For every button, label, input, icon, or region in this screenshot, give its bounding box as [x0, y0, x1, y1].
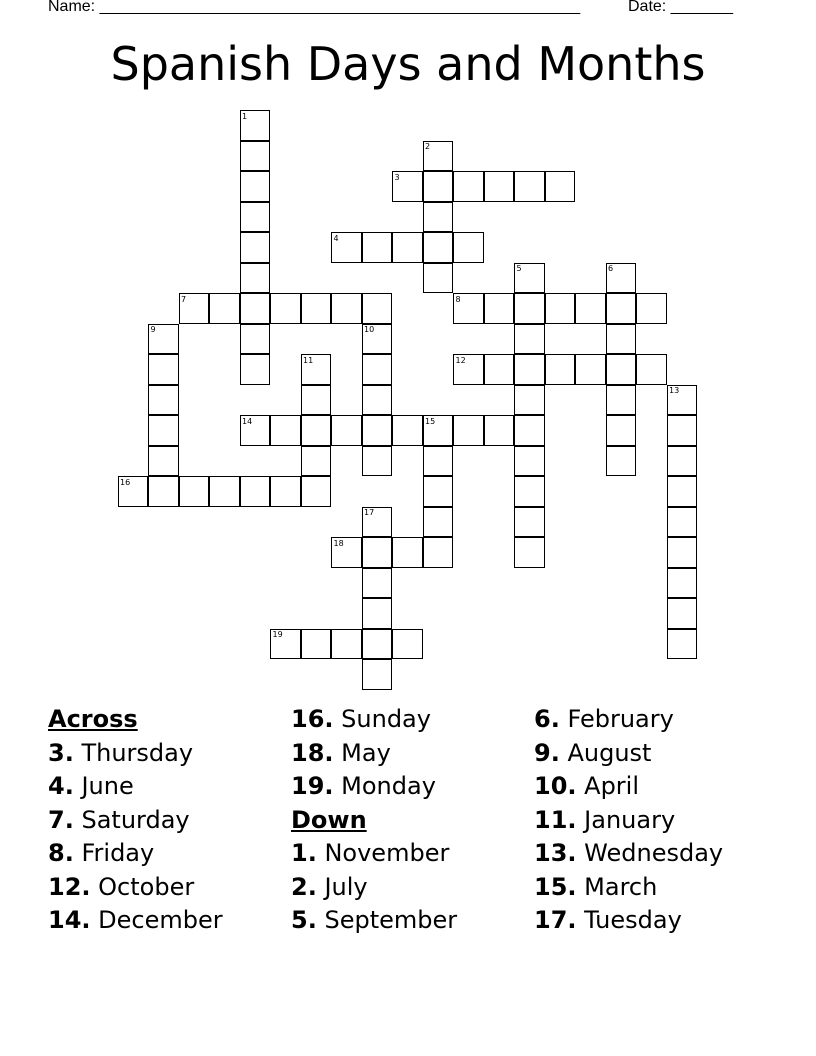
grid-cell[interactable]: [514, 354, 545, 385]
grid-cell[interactable]: [240, 202, 271, 233]
clue-text: July: [324, 872, 368, 901]
grid-cell[interactable]: [240, 293, 271, 324]
grid-cell[interactable]: [392, 232, 423, 263]
clue-number: 12.: [48, 872, 91, 901]
grid-cell[interactable]: [240, 232, 271, 263]
grid-cell[interactable]: [392, 415, 423, 446]
clue-heading-down: Down: [291, 805, 367, 834]
grid-cell[interactable]: [667, 629, 698, 660]
grid-cell[interactable]: [667, 507, 698, 538]
clue-number: 4.: [48, 772, 74, 800]
clue-item: [291, 871, 457, 905]
clue-text: March: [584, 872, 658, 901]
grid-cell[interactable]: [545, 171, 576, 202]
grid-cell[interactable]: [514, 415, 545, 446]
clue-item: [48, 804, 223, 838]
clue-number: 16.: [291, 705, 334, 733]
grid-cell[interactable]: [453, 232, 484, 263]
date-field-label: Date: _______: [628, 0, 733, 15]
clue-number: 6.: [534, 705, 560, 733]
cell-number: 15: [425, 416, 436, 426]
grid-cell[interactable]: [362, 293, 393, 324]
grid-cell[interactable]: [240, 324, 271, 355]
clue-text: February: [567, 705, 674, 733]
clue-number: 19.: [291, 772, 334, 800]
grid-cell[interactable]: [514, 446, 545, 477]
grid-cell[interactable]: [301, 476, 332, 507]
clue-item: [534, 737, 723, 771]
clue-column-1: [48, 703, 223, 938]
grid-cell[interactable]: [484, 171, 515, 202]
clue-text: September: [324, 906, 458, 934]
grid-cell[interactable]: [667, 476, 698, 507]
clue-number: 11.: [534, 805, 577, 834]
clue-column-2: [291, 703, 457, 938]
clue-text: November: [324, 839, 450, 867]
grid-cell[interactable]: [148, 415, 179, 446]
cell-number: 18: [333, 538, 344, 548]
clue-number: 15.: [534, 872, 577, 901]
grid-cell[interactable]: [514, 171, 545, 202]
grid-cell[interactable]: [362, 415, 393, 446]
clue-item: [48, 871, 223, 905]
clue-heading-across: Across: [48, 705, 138, 733]
grid-cell[interactable]: [362, 568, 393, 599]
clue-number: 8.: [48, 839, 74, 867]
grid-cell[interactable]: [667, 537, 698, 568]
cell-number: 19: [272, 630, 283, 639]
clue-item: [291, 904, 457, 938]
cell-number: 1: [242, 111, 248, 121]
grid-cell[interactable]: [209, 293, 240, 324]
grid-cell[interactable]: [362, 446, 393, 477]
grid-cell[interactable]: [667, 415, 698, 446]
grid-cell[interactable]: [423, 507, 454, 538]
grid-cell[interactable]: [514, 507, 545, 538]
name-field-label: Name: ______________________________________________________: [48, 0, 581, 15]
grid-cell[interactable]: [514, 324, 545, 355]
clue-text: Tuesday: [584, 906, 682, 934]
clue-item: [534, 804, 723, 838]
cell-number: 7: [181, 294, 187, 304]
grid-cell[interactable]: [423, 476, 454, 507]
grid-cell[interactable]: [301, 629, 332, 660]
cell-number: 8: [455, 294, 461, 304]
grid-cell[interactable]: [240, 141, 271, 172]
grid-cell[interactable]: [423, 202, 454, 233]
grid-cell[interactable]: [270, 476, 301, 507]
grid-cell[interactable]: [362, 598, 393, 629]
grid-cell[interactable]: [270, 415, 301, 446]
clue-text: Friday: [81, 839, 155, 867]
clue-text: June: [81, 772, 134, 800]
grid-cell[interactable]: [453, 171, 484, 202]
clue-number: 5.: [291, 906, 317, 934]
clue-item: [534, 703, 723, 737]
clue-text: August: [567, 738, 652, 767]
clue-number: 14.: [48, 906, 91, 934]
grid-cell[interactable]: [636, 354, 667, 385]
grid-cell[interactable]: [301, 446, 332, 477]
clue-item: [48, 904, 223, 938]
cell-number: 5: [516, 264, 522, 273]
clue-item: [291, 770, 457, 804]
grid-cell[interactable]: [667, 598, 698, 629]
grid-cell[interactable]: [148, 476, 179, 507]
grid-cell[interactable]: [606, 293, 637, 324]
cell-number: 10: [364, 325, 375, 334]
grid-cell[interactable]: [514, 537, 545, 568]
clue-number: 1.: [291, 839, 317, 867]
grid-cell[interactable]: [514, 293, 545, 324]
cell-number: 12: [455, 355, 466, 365]
clue-number: 13.: [534, 839, 577, 867]
clue-number: 10.: [534, 772, 577, 800]
clue-text: January: [584, 805, 676, 834]
clue-text: December: [98, 906, 223, 934]
clue-item: [291, 703, 457, 737]
grid-cell[interactable]: [606, 324, 637, 355]
clue-item: [534, 904, 723, 938]
grid-cell[interactable]: [575, 293, 606, 324]
cell-number: 6: [608, 264, 614, 273]
grid-cell[interactable]: [423, 232, 454, 263]
clue-number: 18.: [291, 738, 334, 767]
clue-text: April: [584, 772, 640, 800]
grid-cell[interactable]: [240, 354, 271, 385]
grid-cell[interactable]: [240, 263, 271, 294]
grid-cell[interactable]: [484, 354, 515, 385]
cell-number: 9: [150, 325, 156, 334]
clue-number: 17.: [534, 906, 577, 934]
grid-cell[interactable]: [240, 171, 271, 202]
grid-cell[interactable]: [148, 385, 179, 416]
clue-text: Saturday: [81, 805, 190, 834]
grid-cell[interactable]: [148, 354, 179, 385]
grid-cell[interactable]: [606, 446, 637, 477]
grid-cell[interactable]: [423, 171, 454, 202]
grid-cell[interactable]: [392, 629, 423, 660]
grid-cell[interactable]: [545, 293, 576, 324]
grid-cell[interactable]: [270, 293, 301, 324]
clue-number: 9.: [534, 738, 560, 767]
clue-text: Monday: [341, 772, 436, 800]
grid-cell[interactable]: [484, 293, 515, 324]
grid-cell[interactable]: [667, 446, 698, 477]
grid-cell[interactable]: [392, 537, 423, 568]
cell-number: 16: [120, 477, 131, 487]
grid-cell[interactable]: [606, 415, 637, 446]
grid-cell[interactable]: [423, 446, 454, 477]
clue-item: [534, 770, 723, 804]
grid-cell[interactable]: [301, 293, 332, 324]
clue-item: [48, 770, 223, 804]
puzzle-title: Spanish Days and Months: [110, 37, 706, 91]
grid-cell[interactable]: [331, 293, 362, 324]
clue-text: May: [341, 738, 391, 767]
grid-cell[interactable]: [209, 476, 240, 507]
grid-cell[interactable]: [606, 354, 637, 385]
cell-number: 11: [303, 355, 314, 365]
grid-cell[interactable]: [362, 537, 393, 568]
grid-cell[interactable]: [636, 293, 667, 324]
grid-cell[interactable]: [484, 415, 515, 446]
grid-cell[interactable]: [545, 354, 576, 385]
grid-cell[interactable]: [301, 415, 332, 446]
clue-number: 7.: [48, 805, 74, 834]
cell-number: 13: [669, 386, 680, 395]
grid-cell[interactable]: [362, 354, 393, 385]
grid-cell[interactable]: [423, 263, 454, 294]
clue-item: [291, 737, 457, 771]
grid-cell[interactable]: [148, 446, 179, 477]
grid-cell[interactable]: [362, 385, 393, 416]
cell-number: 3: [394, 172, 400, 182]
grid-cell[interactable]: [362, 629, 393, 660]
grid-cell[interactable]: [667, 568, 698, 599]
grid-cell[interactable]: [331, 629, 362, 660]
clue-item: [534, 837, 723, 871]
grid-cell[interactable]: [179, 476, 210, 507]
grid-cell[interactable]: [575, 354, 606, 385]
clue-item: [291, 837, 457, 871]
clue-item: [48, 737, 223, 771]
grid-cell[interactable]: [606, 385, 637, 416]
clue-item: [534, 871, 723, 905]
grid-cell[interactable]: [362, 659, 393, 690]
grid-cell[interactable]: [453, 415, 484, 446]
clue-number: 2.: [291, 872, 317, 901]
grid-cell[interactable]: [514, 385, 545, 416]
clue-number: 3.: [48, 738, 74, 767]
grid-cell[interactable]: [514, 476, 545, 507]
clue-text: October: [98, 872, 195, 901]
clue-text: Sunday: [341, 705, 431, 733]
grid-cell[interactable]: [331, 415, 362, 446]
clue-text: Thursday: [81, 738, 194, 767]
cell-number: 14: [242, 416, 253, 426]
clue-text: Wednesday: [584, 839, 724, 867]
clue-column-3: [534, 703, 723, 938]
grid-cell[interactable]: [362, 232, 393, 263]
grid-cell[interactable]: [301, 385, 332, 416]
cell-number: 4: [333, 233, 339, 243]
grid-cell[interactable]: [240, 476, 271, 507]
cell-number: 17: [364, 508, 375, 517]
grid-cell[interactable]: [423, 537, 454, 568]
clue-item: [48, 837, 223, 871]
cell-number: 2: [425, 142, 431, 151]
